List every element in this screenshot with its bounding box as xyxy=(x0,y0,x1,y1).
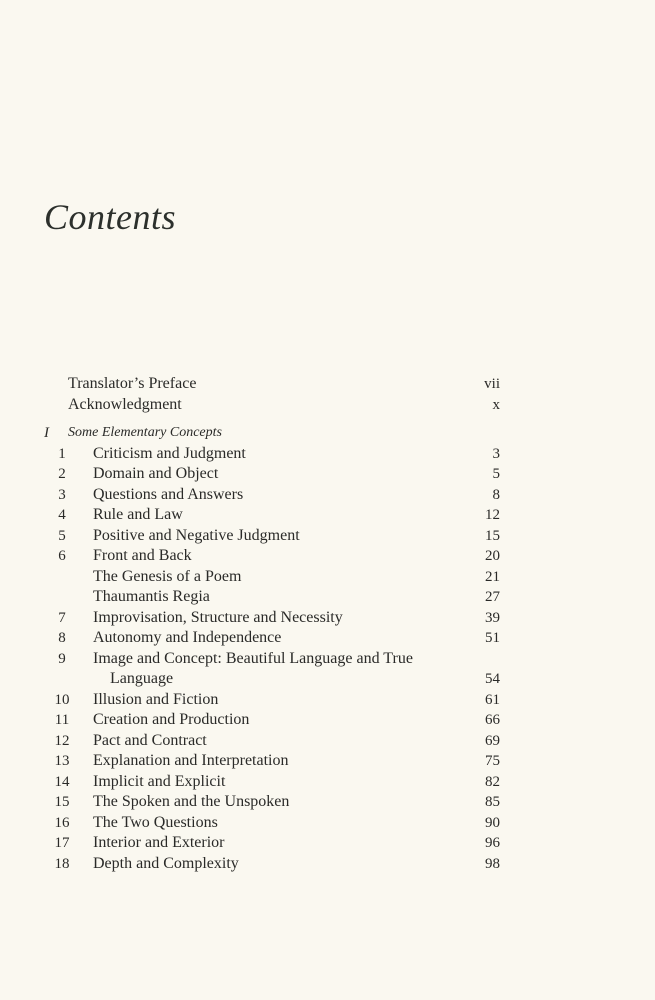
toc-chapter-row xyxy=(0,731,655,752)
chapter-title: The Spoken and the Unspoken xyxy=(93,793,290,810)
toc-page-number: 75 xyxy=(485,753,500,769)
chapter-title: Depth and Complexity xyxy=(93,854,239,872)
chapter-title: The Two Questions xyxy=(93,813,218,831)
chapter-number: 8 xyxy=(58,630,66,646)
part-title: Some Elementary Concepts xyxy=(68,425,222,440)
toc-page-number: 82 xyxy=(485,773,500,790)
toc-page-number: 61 xyxy=(485,691,500,708)
chapter-title: Language xyxy=(110,670,174,687)
chapter-number: 16 xyxy=(54,814,70,831)
chapter-title: Explanation and Interpretation xyxy=(93,752,289,769)
chapter-title: Image and Concept: Beautiful Language and True xyxy=(93,649,413,667)
toc-chapter-row xyxy=(0,854,655,875)
chapter-title: The Genesis of a Poem xyxy=(93,567,242,585)
toc-chapter-row xyxy=(0,628,655,649)
chapter-number: 4 xyxy=(58,507,66,523)
chapter-list xyxy=(0,444,655,875)
chapter-number: 13 xyxy=(54,753,70,769)
toc-page-number: 27 xyxy=(485,589,500,605)
chapter-title: Front and Back xyxy=(93,547,192,564)
toc-page-number: 69 xyxy=(485,732,500,749)
chapter-number: 9 xyxy=(58,650,66,667)
chapter-number: 1 xyxy=(58,445,66,462)
chapter-number: 17 xyxy=(54,835,70,851)
toc-page-number: vii xyxy=(484,376,500,392)
chapter-number: 11 xyxy=(54,712,70,728)
chapter-number: 18 xyxy=(54,855,70,872)
toc-page-number: 85 xyxy=(485,794,500,810)
toc-chapter-row xyxy=(0,608,655,629)
chapter-title: Thaumantis Regia xyxy=(93,588,210,605)
toc-page-number: 20 xyxy=(485,548,500,564)
chapter-number: 15 xyxy=(54,794,70,810)
chapter-title: Creation and Production xyxy=(93,711,250,728)
chapter-number: 2 xyxy=(58,466,66,482)
chapter-title: Domain and Object xyxy=(93,465,219,482)
toc-chapter-row xyxy=(0,792,655,813)
chapter-title: Pact and Contract xyxy=(93,731,207,749)
part-numeral: I xyxy=(44,425,49,441)
toc-page-number: 12 xyxy=(485,507,500,523)
toc-page-number: 96 xyxy=(485,835,500,851)
toc-page-number: 98 xyxy=(485,855,500,872)
toc-page-number: 5 xyxy=(492,466,500,482)
toc-chapter-row xyxy=(0,649,655,670)
toc-page-number: 21 xyxy=(485,568,500,585)
toc-front-row xyxy=(0,395,655,416)
toc-chapter-row xyxy=(0,772,655,793)
toc-chapter-row xyxy=(0,485,655,506)
toc-chapter-row xyxy=(0,444,655,465)
chapter-title: Questions and Answers xyxy=(93,485,244,503)
toc-chapter-row xyxy=(0,710,655,731)
toc-chapter-row xyxy=(0,690,655,711)
toc-chapter-row xyxy=(0,505,655,526)
toc-chapter-row xyxy=(0,587,655,608)
chapter-number: 7 xyxy=(58,609,66,626)
chapter-title: Interior and Exterior xyxy=(93,834,225,851)
chapter-title: Implicit and Explicit xyxy=(93,772,226,790)
toc-page-number: 54 xyxy=(485,671,500,687)
chapter-number: 10 xyxy=(54,691,70,708)
toc-page-number: 51 xyxy=(485,630,500,646)
toc-chapter-row xyxy=(0,833,655,854)
toc-chapter-row xyxy=(0,546,655,567)
toc-chapter-row xyxy=(0,464,655,485)
chapter-number: 3 xyxy=(58,486,66,503)
toc-part-heading xyxy=(0,423,655,444)
toc-page-number: 8 xyxy=(492,486,500,503)
chapter-title: Criticism and Judgment xyxy=(93,444,246,462)
chapter-title: Autonomy and Independence xyxy=(93,629,282,646)
chapter-title: Improvisation, Structure and Necessity xyxy=(93,608,343,626)
toc-entry-label: Translator’s Preface xyxy=(68,375,197,392)
toc-chapter-row xyxy=(0,669,655,690)
chapter-number: 6 xyxy=(58,548,66,564)
chapter-title: Illusion and Fiction xyxy=(93,690,219,708)
chapter-number: 12 xyxy=(54,732,70,749)
toc-chapter-row xyxy=(0,813,655,834)
chapter-number: 14 xyxy=(54,773,70,790)
page-title: Contents xyxy=(44,197,177,237)
toc-chapter-row xyxy=(0,567,655,588)
toc-chapter-row xyxy=(0,751,655,772)
table-of-contents xyxy=(0,374,655,874)
chapter-title: Positive and Negative Judgment xyxy=(93,526,300,544)
toc-page-number: 15 xyxy=(485,527,500,544)
chapter-number: 5 xyxy=(58,527,66,544)
toc-page-number: 90 xyxy=(485,814,500,831)
chapter-title: Rule and Law xyxy=(93,506,183,523)
toc-page-number: 3 xyxy=(492,445,500,462)
toc-chapter-row xyxy=(0,526,655,547)
toc-page-number: x xyxy=(492,396,500,413)
toc-page-number: 66 xyxy=(485,712,500,728)
toc-entry-label: Acknowledgment xyxy=(68,395,182,413)
toc-front-row xyxy=(0,374,655,395)
toc-page-number: 39 xyxy=(485,609,500,626)
